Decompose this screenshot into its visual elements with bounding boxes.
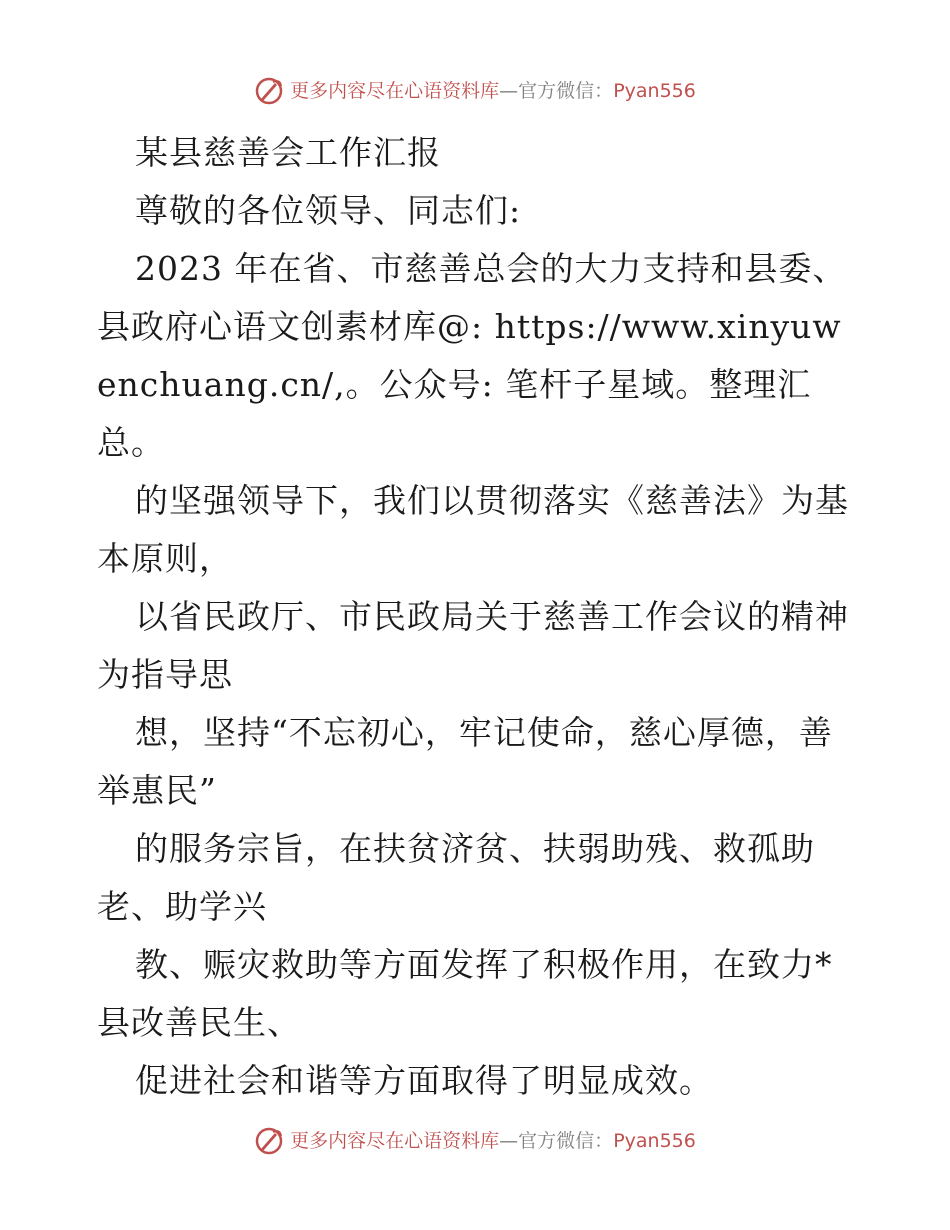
footer-banner (0, 1126, 950, 1156)
paragraph: 教、赈灾救助等方面发挥了积极作用，在致力*县改善民生、 (97, 945, 833, 1042)
banner-dash: — (499, 1130, 519, 1152)
paragraph: 2023 年在省、市慈善总会的大力支持和县委、县政府心语文创素材库@: https://www.xinyuwenchuang.cn/,。公众号: 笔杆子星域。整理汇总。 (97, 249, 847, 462)
banner-account: Pyan556 (613, 1130, 696, 1152)
paragraph: 以省民政厅、市民政局关于慈善工作会议的精神为指导思 (97, 597, 849, 694)
document-title: 某县慈善会工作汇报 (135, 133, 441, 172)
salutation: 尊敬的各位领导、同志们: (135, 191, 522, 230)
quill-logo-icon (254, 76, 284, 106)
banner-official: 官方微信： (518, 80, 614, 102)
paragraph: 的服务宗旨，在扶贫济贫、扶弱助残、救孤助老、助学兴 (97, 829, 815, 926)
quill-logo-icon (254, 1126, 284, 1156)
paragraph: 想，坚持“不忘初心，牢记使命，慈心厚德，善举惠民” (97, 713, 833, 810)
banner-official: 官方微信： (518, 1130, 614, 1152)
banner-prefix: 更多内容尽在心语资料库 (290, 80, 500, 102)
header-banner (0, 76, 950, 106)
paragraph: 的坚强领导下，我们以贯彻落实《慈善法》为基本原则， (97, 481, 849, 578)
document-body (97, 124, 857, 1110)
banner-account: Pyan556 (613, 80, 696, 102)
banner-prefix: 更多内容尽在心语资料库 (290, 1130, 500, 1152)
banner-dash: — (499, 80, 519, 102)
paragraph: 促进社会和谐等方面取得了明显成效。 (135, 1061, 713, 1100)
